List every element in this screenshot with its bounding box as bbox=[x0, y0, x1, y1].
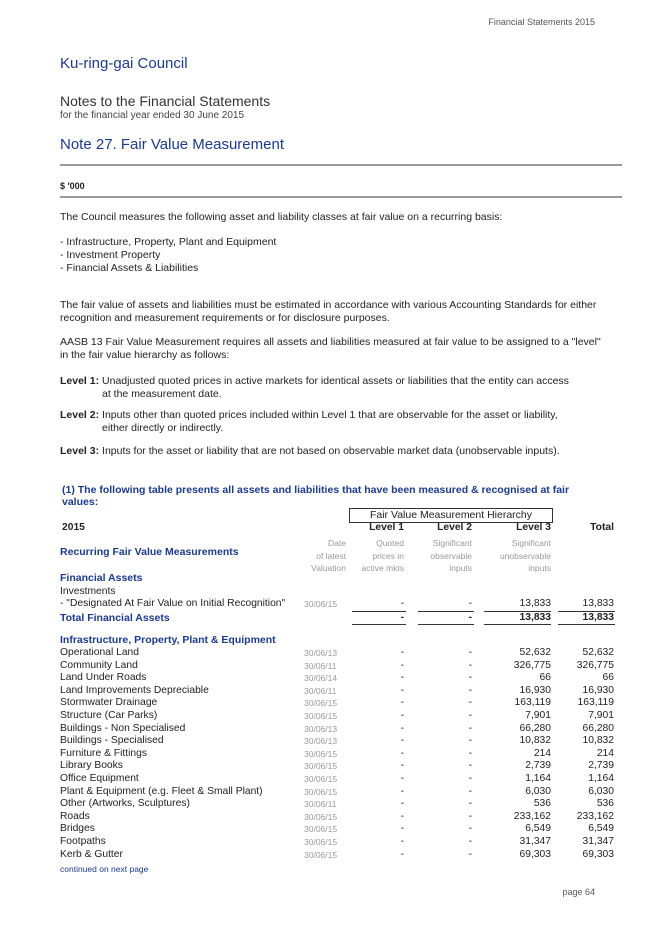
row-level-2: - bbox=[468, 760, 472, 772]
row-date: 30/06/13 bbox=[304, 736, 338, 747]
row-name: Operational Land bbox=[60, 647, 140, 658]
row-total: 7,901 bbox=[588, 710, 614, 721]
row-date: 30/06/15 bbox=[304, 761, 338, 772]
row-name: Bridges bbox=[60, 823, 95, 835]
unit-divider bbox=[60, 196, 622, 198]
investments-label: Investments bbox=[60, 586, 116, 597]
period-subtitle: for the financial year ended 30 June 2015 bbox=[60, 110, 245, 121]
row-level-1: - bbox=[400, 836, 404, 847]
row-level-3: 10,832 bbox=[519, 735, 551, 747]
table-row bbox=[0, 760, 656, 772]
row-date: 30/06/11 bbox=[304, 799, 337, 810]
table-row bbox=[0, 798, 656, 810]
row-total: 163,119 bbox=[577, 697, 614, 709]
row-level-2: - bbox=[468, 836, 472, 847]
row-name: Footpaths bbox=[60, 836, 106, 847]
level-text: Unadjusted quoted prices in active markets for identical assets or liabilities that the entity can access bbox=[102, 375, 569, 387]
asset-class-item: - Investment Property bbox=[60, 249, 161, 261]
row-total: 13,833 bbox=[582, 598, 614, 609]
level-text: Inputs for the asset or liability that are not based on observable market data (unobservable inputs). bbox=[102, 445, 560, 457]
row-level-3: 52,632 bbox=[519, 647, 551, 658]
subhead-line: Significant bbox=[432, 538, 472, 548]
row-date: 30/06/15 bbox=[304, 774, 338, 784]
asset-class-item: - Financial Assets & Liabilities bbox=[60, 262, 199, 274]
row-total: 31,347 bbox=[582, 836, 614, 847]
subhead-line: Quoted bbox=[376, 538, 404, 548]
row-level-3: 16,930 bbox=[519, 684, 551, 696]
row-level-2: - bbox=[468, 672, 472, 684]
row-level-2: - bbox=[468, 722, 472, 734]
row-level-2: - bbox=[468, 598, 472, 609]
row-level-3: 1,164 bbox=[525, 773, 551, 784]
row-date: 30/06/15 bbox=[304, 599, 338, 609]
row-level-1: - bbox=[400, 810, 404, 822]
unit-label: $ '000 bbox=[60, 181, 85, 191]
row-level-3: 326,775 bbox=[513, 659, 551, 671]
col-level-2: Level 2 bbox=[437, 522, 472, 533]
level-label: Level 1: bbox=[60, 375, 100, 387]
row-name: Other (Artworks, Sculptures) bbox=[60, 798, 190, 810]
row-level-2: - bbox=[468, 773, 472, 784]
total-rule bbox=[558, 624, 615, 625]
subhead-line: observable bbox=[430, 550, 472, 561]
page-number: page 64 bbox=[562, 887, 595, 897]
row-name: Buildings - Non Specialised bbox=[60, 722, 186, 734]
row-name: Roads bbox=[60, 810, 90, 822]
row-total: 66 bbox=[602, 672, 614, 684]
table-row bbox=[0, 849, 656, 861]
table-row bbox=[0, 710, 656, 722]
row-level-2: - bbox=[468, 785, 472, 797]
subhead-level-2 bbox=[410, 537, 472, 575]
row-date: 30/06/15 bbox=[304, 824, 338, 835]
asset-class-list bbox=[60, 236, 605, 275]
row-level-1: - bbox=[400, 659, 404, 671]
row-name: Kerb & Gutter bbox=[60, 848, 123, 860]
row-level-2: - bbox=[468, 647, 472, 658]
total-rule bbox=[484, 624, 551, 625]
subhead-date bbox=[290, 537, 346, 575]
note-title: Note 27. Fair Value Measurement bbox=[60, 136, 284, 153]
subhead-line: of latest bbox=[316, 550, 346, 561]
subhead-line: unobservable bbox=[499, 550, 551, 561]
table-row bbox=[0, 598, 656, 610]
row-name: Office Equipment bbox=[60, 773, 139, 784]
council-name: Ku-ring-gai Council bbox=[60, 55, 188, 72]
row-level-1: - bbox=[400, 735, 404, 747]
subhead-line: inputs bbox=[449, 563, 472, 573]
row-level-1: - bbox=[400, 684, 404, 696]
row-total: 536 bbox=[596, 798, 614, 810]
row-name: Plant & Equipment (e.g. Fleet & Small Plant) bbox=[60, 785, 263, 797]
row-date: 30/06/14 bbox=[304, 673, 338, 684]
level-text-continued: either directly or indirectly. bbox=[102, 422, 224, 434]
row-date: 30/06/11 bbox=[304, 685, 337, 696]
row-level-3: 2,739 bbox=[525, 760, 551, 772]
hierarchy-header: Fair Value Measurement Hierarchy bbox=[349, 508, 553, 523]
col-level-1: Level 1 bbox=[369, 522, 404, 533]
row-name: Buildings - Specialised bbox=[60, 735, 164, 747]
row-level-3: 31,347 bbox=[519, 836, 551, 847]
row-level-2: - bbox=[468, 823, 472, 835]
row-level-2: - bbox=[468, 659, 472, 671]
row-name: Furniture & Fittings bbox=[60, 747, 147, 759]
row-level-1: - bbox=[400, 697, 404, 709]
level-text-continued: at the measurement date. bbox=[102, 388, 222, 400]
row-total: 6,549 bbox=[588, 823, 614, 835]
table-row bbox=[0, 697, 656, 709]
row-level-3: 6,549 bbox=[525, 823, 551, 835]
row-total: 13,833 bbox=[582, 612, 614, 623]
row-level-1: - bbox=[400, 848, 404, 860]
row-total: 233,162 bbox=[576, 810, 614, 822]
row-date: 30/06/15 bbox=[304, 786, 338, 797]
subhead-line: Date bbox=[328, 538, 346, 548]
row-name: Community Land bbox=[60, 659, 138, 671]
row-total: 214 bbox=[596, 747, 614, 759]
ippe-heading: Infrastructure, Property, Plant & Equipment bbox=[60, 634, 276, 646]
paragraph-fair-value: The fair value of assets and liabilities must be estimated in accordance with various Accounting Standards for either recognition and measurement requirements or for disclosure purposes. bbox=[60, 299, 597, 324]
level-label: Level 2: bbox=[60, 409, 100, 421]
row-total: 326,775 bbox=[576, 659, 614, 671]
row-level-1: - bbox=[400, 710, 404, 721]
row-level-3: 66 bbox=[539, 672, 551, 684]
subhead-level-3 bbox=[480, 537, 551, 575]
subhead-line: active mkts bbox=[361, 563, 404, 573]
row-level-1: - bbox=[400, 647, 404, 658]
row-level-3: 66,280 bbox=[519, 722, 551, 734]
row-date: 30/06/15 bbox=[304, 748, 338, 759]
title-divider bbox=[60, 164, 622, 166]
row-total: 52,632 bbox=[582, 647, 614, 658]
row-date: 30/06/15 bbox=[304, 698, 338, 709]
table-row bbox=[0, 811, 656, 823]
row-level-1: - bbox=[400, 798, 404, 810]
subhead-line: prices in bbox=[372, 550, 404, 561]
row-level-1: - bbox=[400, 747, 404, 759]
row-level-1: - bbox=[400, 785, 404, 797]
row-level-2: - bbox=[468, 684, 472, 696]
row-date: 30/06/15 bbox=[304, 711, 338, 721]
asset-class-item: - Infrastructure, Property, Plant and Equipment bbox=[60, 236, 277, 248]
table-row bbox=[0, 786, 656, 798]
row-level-2: - bbox=[468, 612, 472, 623]
total-row bbox=[0, 612, 656, 624]
row-level-2: - bbox=[468, 735, 472, 747]
row-date: 30/06/13 bbox=[304, 648, 338, 658]
row-level-1: - bbox=[400, 672, 404, 684]
table-row bbox=[0, 647, 656, 659]
subhead-line: Valuation bbox=[311, 563, 346, 573]
row-date: 30/06/13 bbox=[304, 723, 338, 734]
col-level-3: Level 3 bbox=[516, 522, 551, 533]
paragraph-aasb13: AASB 13 Fair Value Measurement requires all assets and liabilities measured at fair value to be assigned to a "level" in the fair value hierarchy as follows: bbox=[60, 336, 601, 361]
table-row bbox=[0, 735, 656, 747]
subhead-level-1 bbox=[340, 537, 404, 575]
level-3-definition bbox=[60, 445, 605, 458]
row-level-1: - bbox=[400, 773, 404, 784]
row-level-3: 536 bbox=[533, 798, 551, 810]
row-name: Library Books bbox=[60, 760, 123, 772]
row-level-3: 233,162 bbox=[513, 810, 551, 822]
table-title: (1) The following table presents all assets and liabilities that have been measured & recognised at fair values: bbox=[62, 484, 570, 508]
continued-note: continued on next page bbox=[60, 864, 149, 874]
row-level-2: - bbox=[468, 747, 472, 759]
intro-paragraph: The Council measures the following asset and liability classes at fair value on a recurring basis: bbox=[60, 211, 503, 223]
row-level-2: - bbox=[468, 798, 472, 810]
row-date: 30/06/15 bbox=[304, 811, 338, 822]
row-total: 1,164 bbox=[588, 773, 614, 784]
row-level-1: - bbox=[400, 722, 404, 734]
subhead-line: inputs bbox=[528, 563, 551, 573]
row-total: 69,303 bbox=[582, 848, 614, 860]
financial-assets-heading: Financial Assets bbox=[60, 572, 143, 584]
row-total: 66,280 bbox=[582, 722, 614, 734]
row-level-3: 13,833 bbox=[519, 598, 551, 609]
row-date: 30/06/15 bbox=[304, 849, 338, 860]
row-name: Land Under Roads bbox=[60, 672, 147, 684]
row-name: Structure (Car Parks) bbox=[60, 710, 158, 721]
row-level-1: - bbox=[400, 760, 404, 772]
row-level-3: 214 bbox=[533, 747, 551, 759]
total-rule bbox=[418, 624, 474, 625]
row-level-3: 163,119 bbox=[514, 697, 551, 709]
row-level-3: 13,833 bbox=[519, 612, 551, 623]
table-row bbox=[0, 748, 656, 760]
row-date: 30/06/15 bbox=[304, 837, 338, 847]
row-name: Land Improvements Depreciable bbox=[60, 684, 209, 696]
row-level-1: - bbox=[400, 823, 404, 835]
level-label: Level 3: bbox=[60, 445, 100, 457]
recurring-heading: Recurring Fair Value Measurements bbox=[60, 546, 239, 558]
total-rule bbox=[352, 624, 406, 625]
row-total: 10,832 bbox=[582, 735, 614, 747]
row-level-3: 6,030 bbox=[525, 785, 551, 797]
level-text: Inputs other than quoted prices included within Level 1 that are observable for the asset or liability, bbox=[102, 409, 558, 421]
row-level-2: - bbox=[468, 710, 472, 721]
row-name: - "Designated At Fair Value on Initial Recognition" bbox=[60, 598, 286, 609]
level-1-definition bbox=[60, 375, 605, 401]
row-total: 2,739 bbox=[588, 760, 614, 772]
row-total: 16,930 bbox=[582, 684, 614, 696]
row-level-1: - bbox=[400, 598, 404, 609]
table-row bbox=[0, 672, 656, 684]
table-row bbox=[0, 823, 656, 835]
row-level-2: - bbox=[468, 848, 472, 860]
subhead-line: Significant bbox=[511, 538, 551, 548]
table-row bbox=[0, 660, 656, 672]
row-level-3: 69,303 bbox=[519, 848, 551, 860]
table-row bbox=[0, 723, 656, 735]
row-name: Total Financial Assets bbox=[60, 612, 170, 624]
row-level-2: - bbox=[468, 810, 472, 822]
row-level-1: - bbox=[400, 612, 404, 623]
row-date: 30/06/11 bbox=[304, 660, 337, 671]
table-row bbox=[0, 685, 656, 697]
table-year: 2015 bbox=[62, 522, 85, 533]
col-total: Total bbox=[590, 522, 614, 533]
row-total: 6,030 bbox=[588, 785, 614, 797]
notes-title: Notes to the Financial Statements bbox=[60, 93, 271, 109]
level-2-definition bbox=[60, 409, 605, 435]
row-name: Stormwater Drainage bbox=[60, 697, 158, 709]
document-header: Financial Statements 2015 bbox=[488, 17, 595, 27]
row-level-2: - bbox=[468, 697, 472, 709]
table-row bbox=[0, 836, 656, 848]
row-level-3: 7,901 bbox=[525, 710, 551, 721]
table-row bbox=[0, 773, 656, 785]
